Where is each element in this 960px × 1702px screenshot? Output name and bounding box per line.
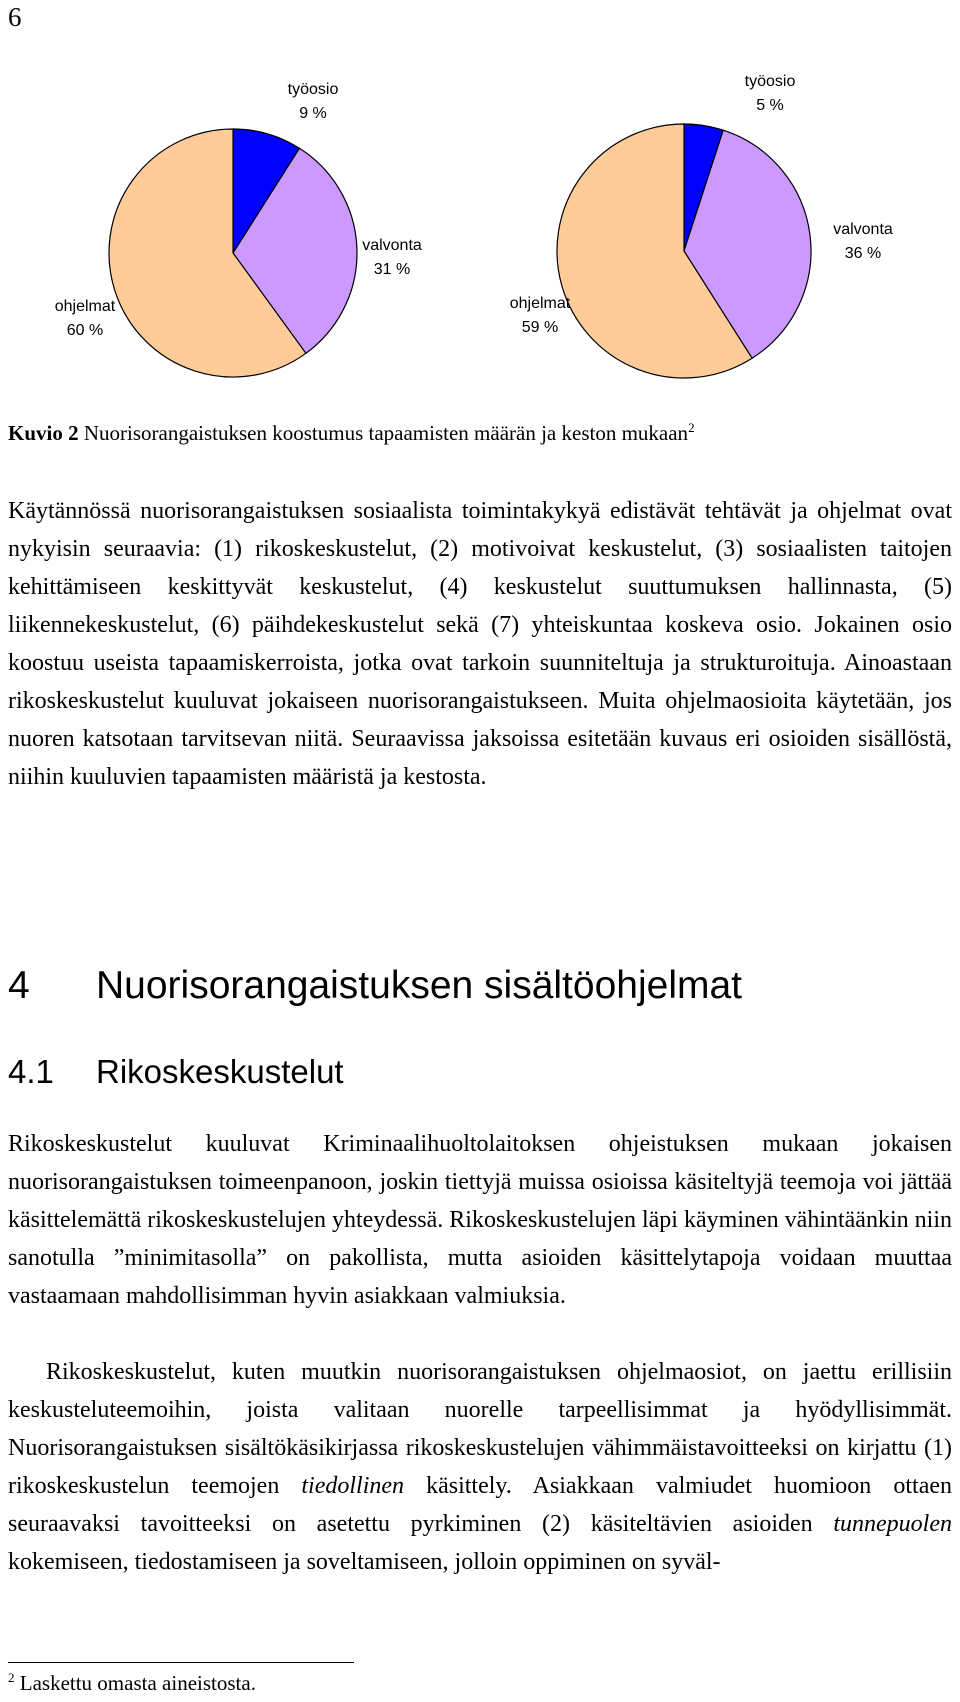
pie2-label-tyoosio: työosio 5 % [744,73,796,114]
section-title: Nuorisorangaistuksen sisältöohjelmat [96,964,742,1007]
footnote-rule [8,1662,354,1663]
emphasis-tiedollinen: tiedollinen [301,1473,405,1499]
body-paragraph-1: Käytännössä nuorisorangaistuksen sosiaalista toimintakykyä edistävät tehtävät ja ohjelmat ovat nykyisin seuraavia: (1) rikoskeskustelut, (2) motivoivat keskustelut, (3) sosiaalisten taitojen kehittämiseen keskittyvät keskustelut, (4) keskustelut suuttumuksen hallinnasta, (5) liikennekeskustelut, (6) päihdekeskustelut sekä (7) yhteiskuntaa koskeva osio. Jokainen osio koostuu useista tapaamiskerroista, jotka ovat tarkoin suunniteltuja ja strukturoituja. Ainoastaan rikoskeskustelut kuuluvat jokaiseen nuorisorangaistukseen. Muita ohjelmaosioita käytetään, jos nuoren katsotaan tarvitsevan niitä. Seuraavissa jaksoissa esitetään kuvaus eri osioiden sisällöstä, niihin kuuluvien tapaamisten määristä ja kestosta. [8,498,952,790]
pie1-label-valvonta: valvonta 31 % [362,237,422,278]
pie2-label-ohjelmat: ohjelmat 59 % [509,295,571,336]
pie1-label-tyoosio: työosio 9 % [287,81,339,122]
footnote [8,1670,256,1696]
pie-chart-1 [108,128,358,378]
section-number: 4 [8,964,30,1007]
pie2-label-valvonta: valvonta 36 % [833,221,893,262]
subsection-title: Rikoskeskustelut [96,1053,344,1090]
caption-text: Nuorisorangaistuksen koostumus tapaamisten määrän ja keston mukaan [78,421,689,445]
subsection-heading [8,1053,344,1091]
page-number: 6 [8,2,22,32]
section-heading [8,964,742,1008]
body-paragraph-3: Rikoskeskustelut, kuten muutkin nuorisorangaistuksen ohjelmaosiot, on jaettu erillisiin keskusteluteemoihin, joista valitaan nuorelle tarpeellisimmat ja hyödyllisimmät. Nuorisorangaistuksen sisältökäsikirjassa rikoskeskustelujen vähimmäistavoitteeksi on kirjattu (1) rikoskeskustelun teemojen tiedollinen käsittely. Asiakkaan valmiudet huomioon ottaen seuraavaksi tavoitteeksi on asetettu pyrkiminen (2) käsiteltävien asioiden tunnepuolen kokemiseen, tiedostamiseen ja soveltamiseen, jolloin oppiminen on syväl- [8,1359,952,1575]
footnote-number: 2 [8,1670,15,1685]
pie1-label-ohjelmat: ohjelmat 60 % [54,298,116,339]
footnote-text: Laskettu omasta aineistosta. [19,1671,256,1695]
emphasis-tunnepuolen: tunnepuolen [833,1511,952,1537]
subsection-number: 4.1 [8,1053,54,1090]
caption-label: Kuvio 2 [8,421,79,445]
body-paragraph-2: Rikoskeskustelut kuuluvat Kriminaalihuoltolaitoksen ohjeistuksen mukaan jokaisen nuorisorangaistuksen toimeenpanoon, joskin tiettyjä muissa osioissa käsiteltyjä teemoja voi jättää käsittelemättä rikoskeskustelujen yhteydessä. Rikoskeskustelujen läpi käyminen vähintäänkin niin sanotulla ”minimitasolla” on pakollista, mutta asioiden käsittelytapoja voidaan muuttaa vastaamaan mahdollisimman hyvin asiakkaan valmiuksia. [8,1131,952,1309]
pie-chart-2 [556,123,812,379]
caption-footnote-ref: 2 [688,420,695,435]
figure-caption [8,420,695,446]
